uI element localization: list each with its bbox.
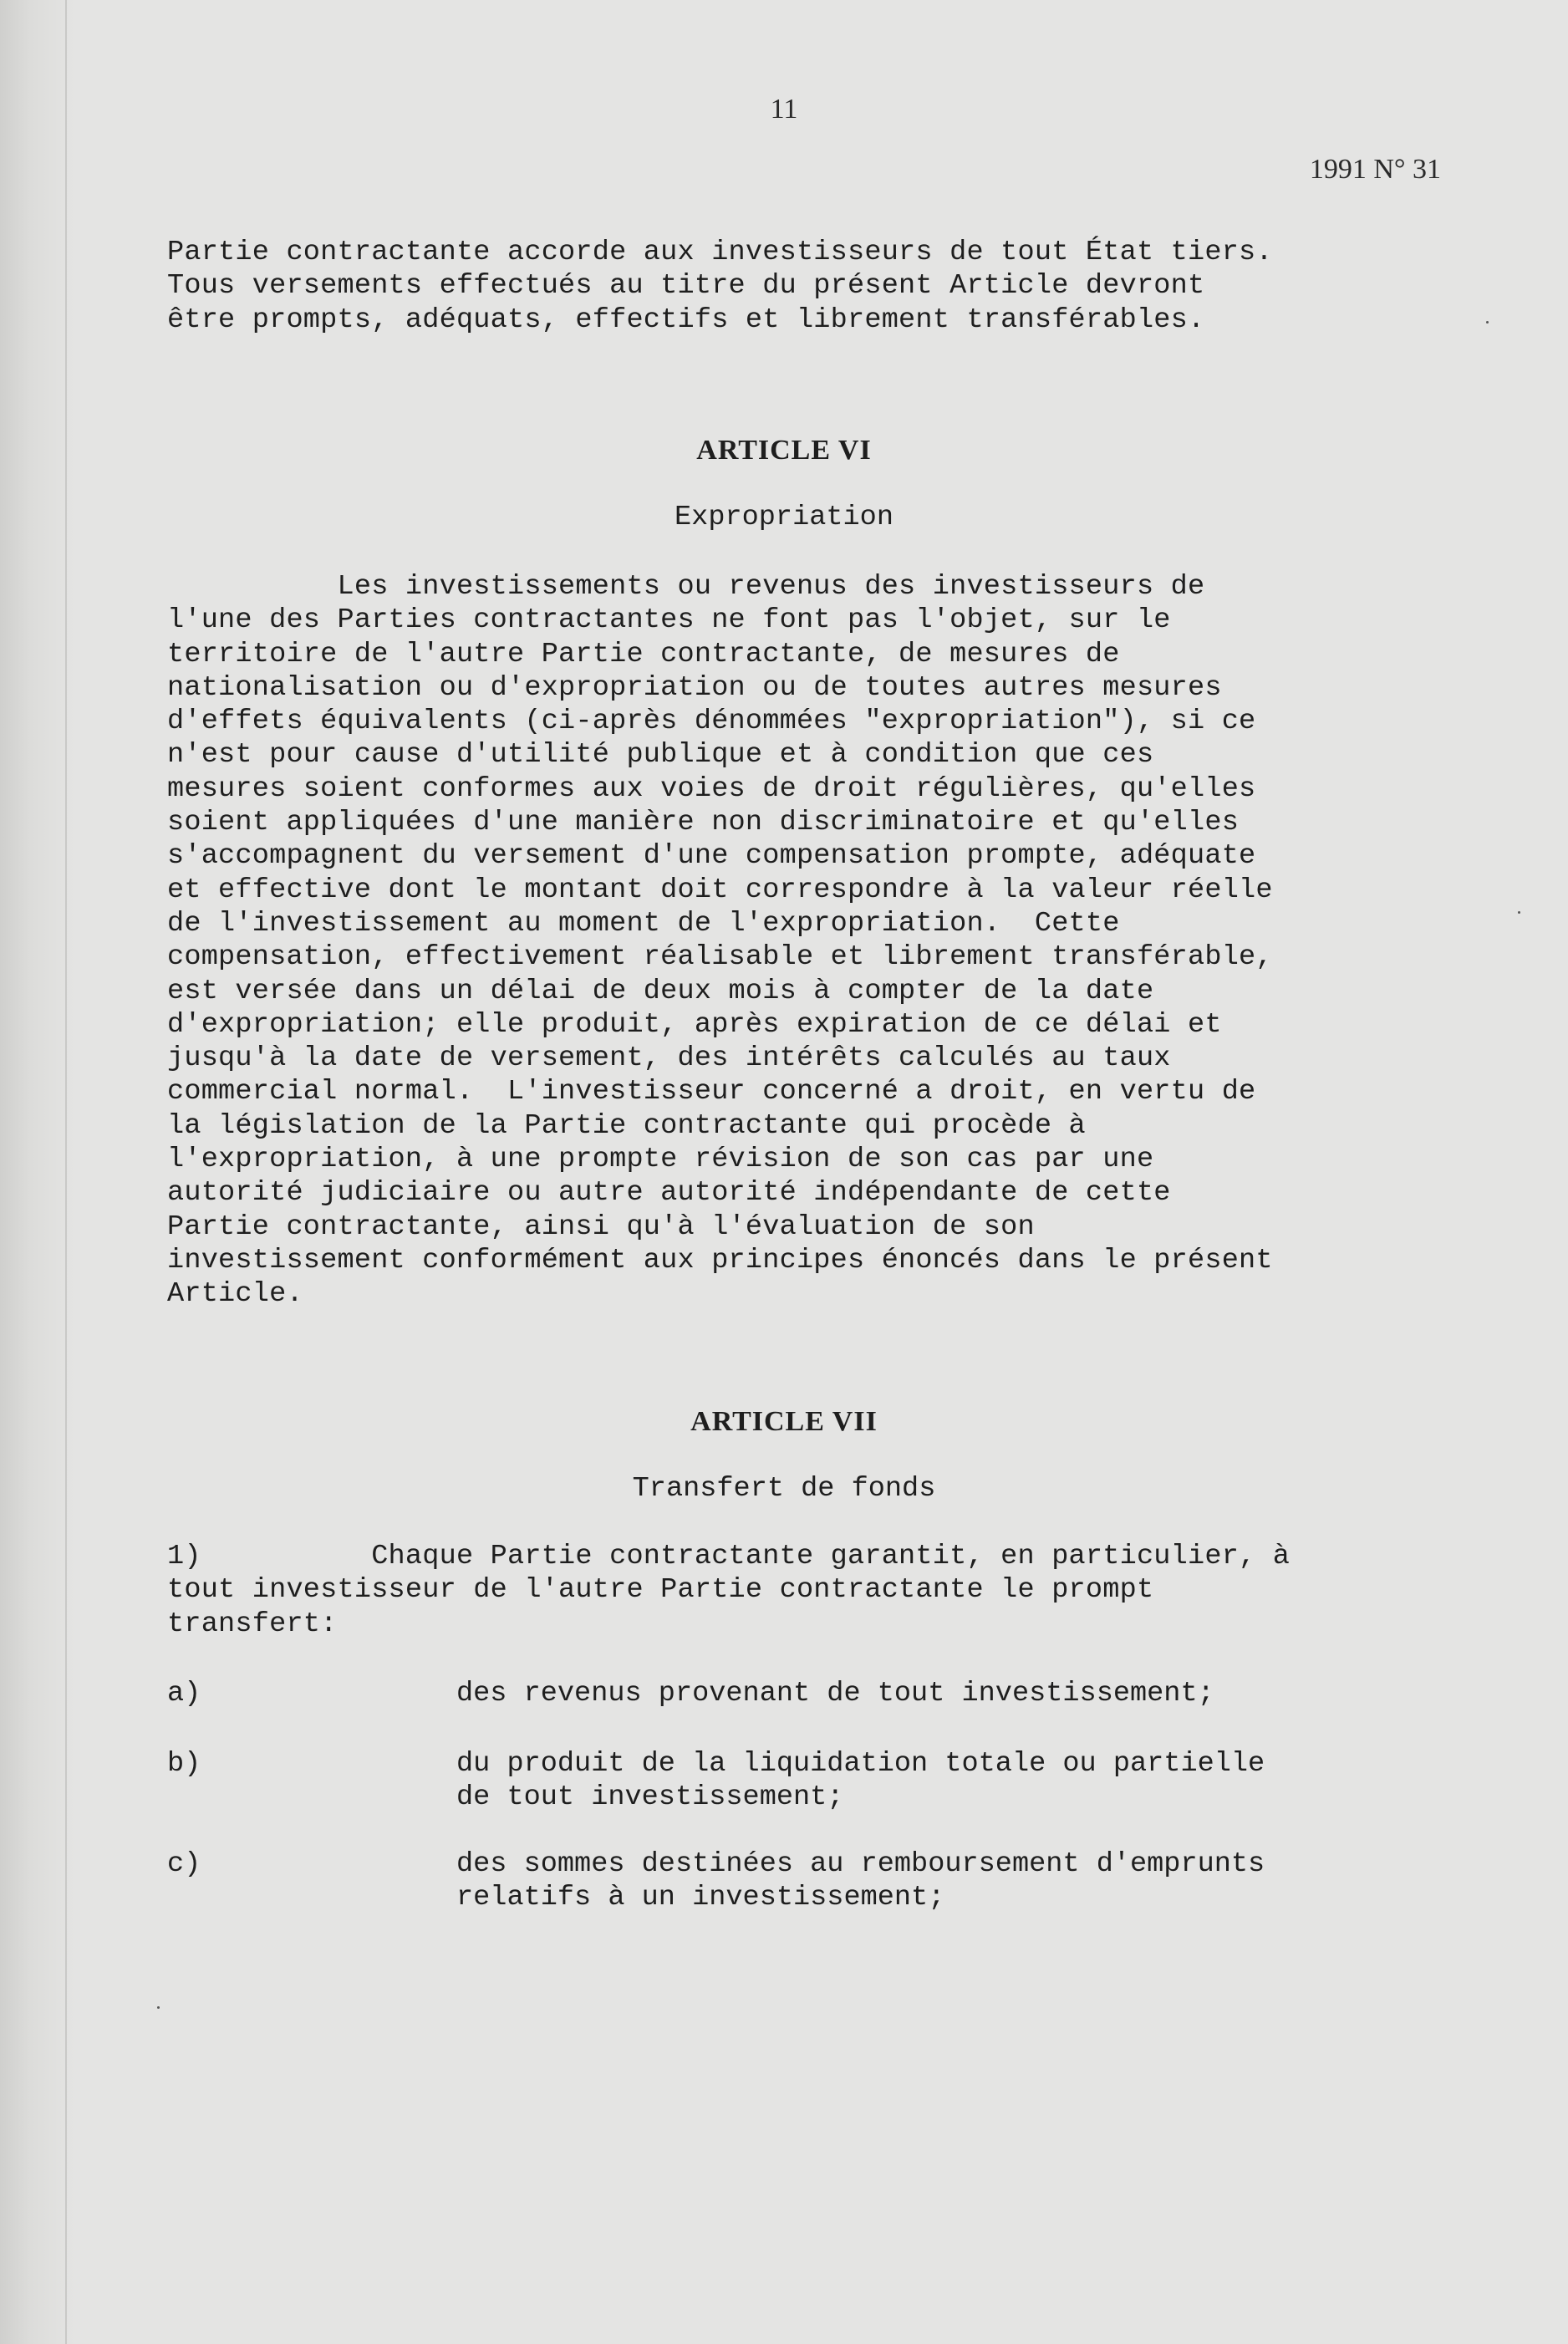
scan-speck (1486, 321, 1489, 324)
continuation-paragraph: Partie contractante accorde aux investisseurs de tout État tiers. Tous versements effectués au titre du présent Article devront être prompts, adéquats, effectifs et librement transférables. (167, 237, 1273, 336)
page-edge (65, 0, 67, 2344)
document-reference: 1991 N° 31 (1309, 154, 1441, 185)
article-6-heading: ARTICLE VI (696, 435, 872, 466)
page-binding-shadow (0, 0, 75, 2344)
article-7-intro: 1) Chaque Partie contractante garantit, en particulier, à tout investisseur de l'autre Partie contractante le prompt transfert: (167, 1541, 1291, 1640)
list-marker: a) (167, 1678, 201, 1710)
scan-speck (1518, 911, 1520, 914)
scan-speck (157, 2006, 160, 2009)
list-item-text: des sommes destinées au remboursement d'emprunts relatifs à un investissement; (456, 1848, 1265, 1914)
article-6-body: Les investissements ou revenus des investisseurs de l'une des Parties contractantes ne font pas l'objet, sur le territoire de l'autre Partie contractante, de mesures de nationalisation ou d'expropriation ou de toutes autres mesures d'effets équivalents (ci-après dénommées "expropriation"), si ce n'est pour cause d'utilité publique et à condition que ces mesures soient conformes aux voies de droit régulières, qu'elles soient appliquées d'une manière non discriminatoire et qu'elles s'accompagnent du versement d'une compensation prompte, adéquate et effective dont le montant doit correspondre à la valeur réelle de l'investissement au moment de l'expropriation. Cette compensation, effectivement réalisable et librement transférable, est versée dans un délai de deux mois à compter de la date d'expropriation; elle produit, après expiration de ce délai et jusqu'à la date de versement, des intérêts calculés au taux commercial normal. L'investisseur concerné a droit, en vertu de la législation de la Partie contractante qui procède à l'expropriation, à une prompte révision de son cas par une autorité judiciaire ou autre autorité indépendante de cette Partie contractante, ainsi qu'à l'évaluation de son investissement conformément aux principes énoncés dans le présent Article. (167, 571, 1273, 1311)
list-marker: c) (167, 1848, 201, 1880)
list-item-text: des revenus provenant de tout investissement; (456, 1678, 1214, 1710)
page-number: 11 (770, 94, 798, 125)
article-7-heading: ARTICLE VII (690, 1406, 878, 1437)
article-6-title: Expropriation (675, 502, 893, 533)
list-item-text: du produit de la liquidation totale ou partielle de tout investissement; (456, 1748, 1265, 1814)
article-7-title: Transfert de fonds (632, 1473, 936, 1505)
list-marker: b) (167, 1748, 201, 1780)
